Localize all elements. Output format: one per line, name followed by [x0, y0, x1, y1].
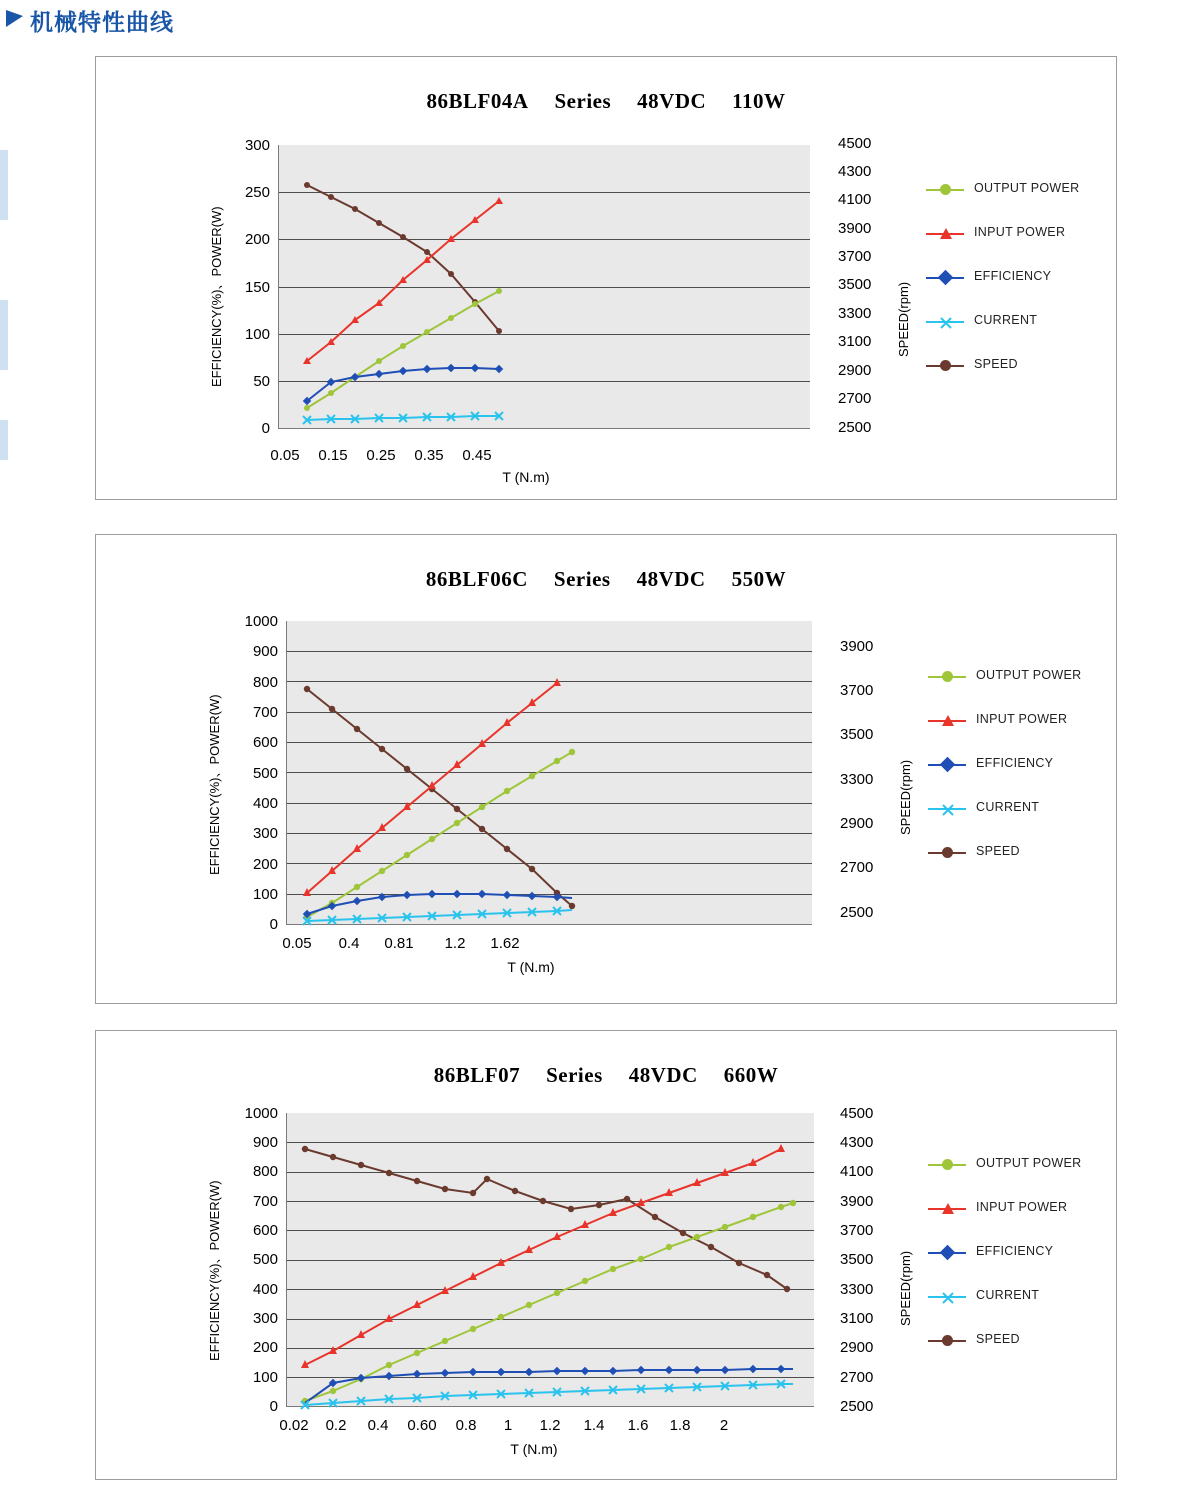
y-tick: 400: [252, 795, 278, 812]
chart-panel-86blf04a: [95, 56, 1117, 500]
x-tick: 0.05: [282, 935, 312, 952]
y-tick: 1000: [244, 613, 278, 630]
x-tick: 0.45: [462, 447, 492, 464]
page-edge-decoration: [0, 420, 8, 460]
y2-tick: 3300: [840, 1281, 874, 1298]
y-tick: 900: [252, 643, 278, 660]
y2-tick: 4100: [840, 1163, 874, 1180]
legend-label: EFFICIENCY: [974, 269, 1052, 283]
x-tick: 2: [719, 1417, 729, 1434]
x-tick: 1: [503, 1417, 513, 1434]
chart-title-voltage: 48VDC: [636, 567, 706, 591]
x-tick: 0.05: [270, 447, 300, 464]
x-tick: 0.60: [407, 1417, 437, 1434]
x-tick: 0.81: [384, 935, 414, 952]
y2-tick: 2500: [838, 419, 872, 436]
triangle-marker-icon: [942, 715, 954, 726]
y-tick: 0: [269, 1398, 278, 1415]
x-tick: 0.8: [455, 1417, 477, 1434]
y2-axis-title: SPEED(rpm): [898, 759, 913, 835]
y2-tick: 3500: [838, 276, 872, 293]
cross-marker-icon: [942, 1291, 953, 1302]
chart-title-series: Series: [553, 567, 611, 591]
legend-label: OUTPUT POWER: [974, 181, 1080, 195]
x-tick: 0.4: [367, 1417, 389, 1434]
y-tick: 0: [261, 420, 270, 437]
y2-tick: 3100: [838, 333, 872, 350]
y2-tick: 2500: [840, 904, 874, 921]
y2-tick: 2900: [840, 815, 874, 832]
page-edge-decoration: [0, 300, 8, 370]
legend-label: CURRENT: [976, 1288, 1040, 1302]
chart-title-model: 86BLF04A: [426, 89, 529, 113]
x-axis-title: T (N.m): [510, 1441, 558, 1457]
y-tick: 800: [252, 1163, 278, 1180]
y-tick: 200: [244, 231, 270, 248]
y-tick: 300: [252, 1310, 278, 1327]
chart-title: [96, 89, 1116, 114]
y2-tick: 3500: [840, 1251, 874, 1268]
y-tick: 200: [252, 856, 278, 873]
y2-tick: 2700: [838, 390, 872, 407]
y2-tick: 4500: [838, 135, 872, 152]
legend-label: INPUT POWER: [974, 225, 1066, 239]
y-tick: 700: [252, 1193, 278, 1210]
x-tick: 0.2: [325, 1417, 347, 1434]
x-tick: 0.15: [318, 447, 348, 464]
y2-tick: 3900: [838, 220, 872, 237]
chart-title-power: 660W: [723, 1063, 779, 1087]
circle-marker-icon: [942, 1335, 953, 1346]
y2-tick: 4300: [838, 163, 872, 180]
chart-panel-86blf07: [95, 1030, 1117, 1480]
plot-area: [286, 621, 812, 925]
triangle-marker-icon: [940, 228, 952, 239]
legend-label: INPUT POWER: [976, 1200, 1068, 1214]
legend-label: EFFICIENCY: [976, 756, 1054, 770]
chart-series-svg: [287, 621, 813, 925]
y2-tick: 3700: [840, 682, 874, 699]
y2-tick: 3300: [840, 771, 874, 788]
y2-tick: 3900: [840, 638, 874, 655]
legend-label: SPEED: [976, 1332, 1020, 1346]
legend-label: SPEED: [974, 357, 1018, 371]
y2-tick: 3500: [840, 726, 874, 743]
y-tick: 100: [244, 326, 270, 343]
page-edge-decoration: [0, 150, 8, 220]
cross-marker-icon: [942, 803, 953, 814]
y2-axis-title: SPEED(rpm): [898, 1250, 913, 1326]
chart-title: [96, 567, 1116, 592]
page-title: 机械特性曲线: [30, 10, 174, 36]
chart-panel-86blf06c: [95, 534, 1117, 1004]
y2-axis-title: SPEED(rpm): [896, 281, 911, 357]
y-tick: 800: [252, 674, 278, 691]
x-tick: 0.4: [338, 935, 360, 952]
y-tick: 300: [252, 825, 278, 842]
y2-tick: 3300: [838, 305, 872, 322]
y2-tick: 3900: [840, 1193, 874, 1210]
chart-series-svg: [287, 1113, 815, 1407]
y-tick: 600: [252, 1222, 278, 1239]
circle-marker-icon: [940, 360, 951, 371]
chart-title-power: 550W: [731, 567, 787, 591]
x-axis-title: T (N.m): [507, 959, 555, 975]
x-tick: 1.4: [583, 1417, 605, 1434]
y-tick: 150: [244, 279, 270, 296]
x-tick: 1.2: [444, 935, 466, 952]
y2-tick: 3100: [840, 1310, 874, 1327]
legend-label: INPUT POWER: [976, 712, 1068, 726]
legend-label: SPEED: [976, 844, 1020, 858]
y-axis-title: EFFICIENCY(%)、POWER(W): [207, 1180, 222, 1361]
y2-tick: 3700: [838, 248, 872, 265]
page-header: [0, 0, 1200, 42]
x-tick: 1.6: [627, 1417, 649, 1434]
y-tick: 600: [252, 734, 278, 751]
chart-title-series: Series: [554, 89, 612, 113]
cross-marker-icon: [940, 316, 951, 327]
x-axis-title: T (N.m): [502, 469, 550, 485]
legend-label: CURRENT: [974, 313, 1038, 327]
y2-tick: 2900: [840, 1339, 874, 1356]
x-tick: 1.62: [490, 935, 520, 952]
y-tick: 100: [252, 886, 278, 903]
y-axis-title: EFFICIENCY(%)、POWER(W): [209, 206, 224, 387]
y-tick: 0: [269, 916, 278, 933]
x-tick: 0.35: [414, 447, 444, 464]
triangle-marker-icon: [942, 1203, 954, 1214]
y2-tick: 2500: [840, 1398, 874, 1415]
plot-area: [286, 1113, 814, 1407]
legend-label: OUTPUT POWER: [976, 1156, 1082, 1170]
circle-marker-icon: [942, 671, 953, 682]
y2-tick: 4300: [840, 1134, 874, 1151]
x-tick: 1.8: [669, 1417, 691, 1434]
chart-title: [96, 1063, 1116, 1088]
diamond-marker-icon: [940, 1245, 956, 1261]
circle-marker-icon: [942, 847, 953, 858]
y-tick: 200: [252, 1339, 278, 1356]
x-tick: 0.25: [366, 447, 396, 464]
diamond-marker-icon: [938, 270, 954, 286]
y-tick: 300: [244, 137, 270, 154]
y2-tick: 4100: [838, 191, 872, 208]
triangle-right-icon: [6, 10, 23, 27]
x-tick: 0.02: [279, 1417, 309, 1434]
y-axis-title: EFFICIENCY(%)、POWER(W): [207, 694, 222, 875]
chart-title-series: Series: [546, 1063, 603, 1087]
chart-title-model: 86BLF06C: [425, 567, 528, 591]
y2-tick: 2700: [840, 859, 874, 876]
y-tick: 900: [252, 1134, 278, 1151]
legend-label: EFFICIENCY: [976, 1244, 1054, 1258]
circle-marker-icon: [942, 1159, 953, 1170]
y-tick: 100: [252, 1369, 278, 1386]
chart-title-voltage: 48VDC: [637, 89, 707, 113]
y-tick: 50: [253, 373, 270, 390]
y-tick: 500: [252, 1251, 278, 1268]
y2-tick: 2900: [838, 362, 872, 379]
circle-marker-icon: [940, 184, 951, 195]
y2-tick: 3700: [840, 1222, 874, 1239]
chart-title-power: 110W: [732, 89, 786, 113]
diamond-marker-icon: [940, 757, 956, 773]
x-tick: 1.2: [539, 1417, 561, 1434]
y2-tick: 4500: [840, 1105, 874, 1122]
chart-title-model: 86BLF07: [433, 1063, 521, 1087]
y-tick: 250: [244, 184, 270, 201]
chart-title-voltage: 48VDC: [628, 1063, 698, 1087]
chart-series-svg: [279, 145, 811, 429]
plot-area: [278, 145, 810, 429]
y-tick: 1000: [244, 1105, 278, 1122]
legend-label: OUTPUT POWER: [976, 668, 1082, 682]
legend-label: CURRENT: [976, 800, 1040, 814]
y-tick: 500: [252, 765, 278, 782]
y-tick: 400: [252, 1281, 278, 1298]
y-tick: 700: [252, 704, 278, 721]
y2-tick: 2700: [840, 1369, 874, 1386]
